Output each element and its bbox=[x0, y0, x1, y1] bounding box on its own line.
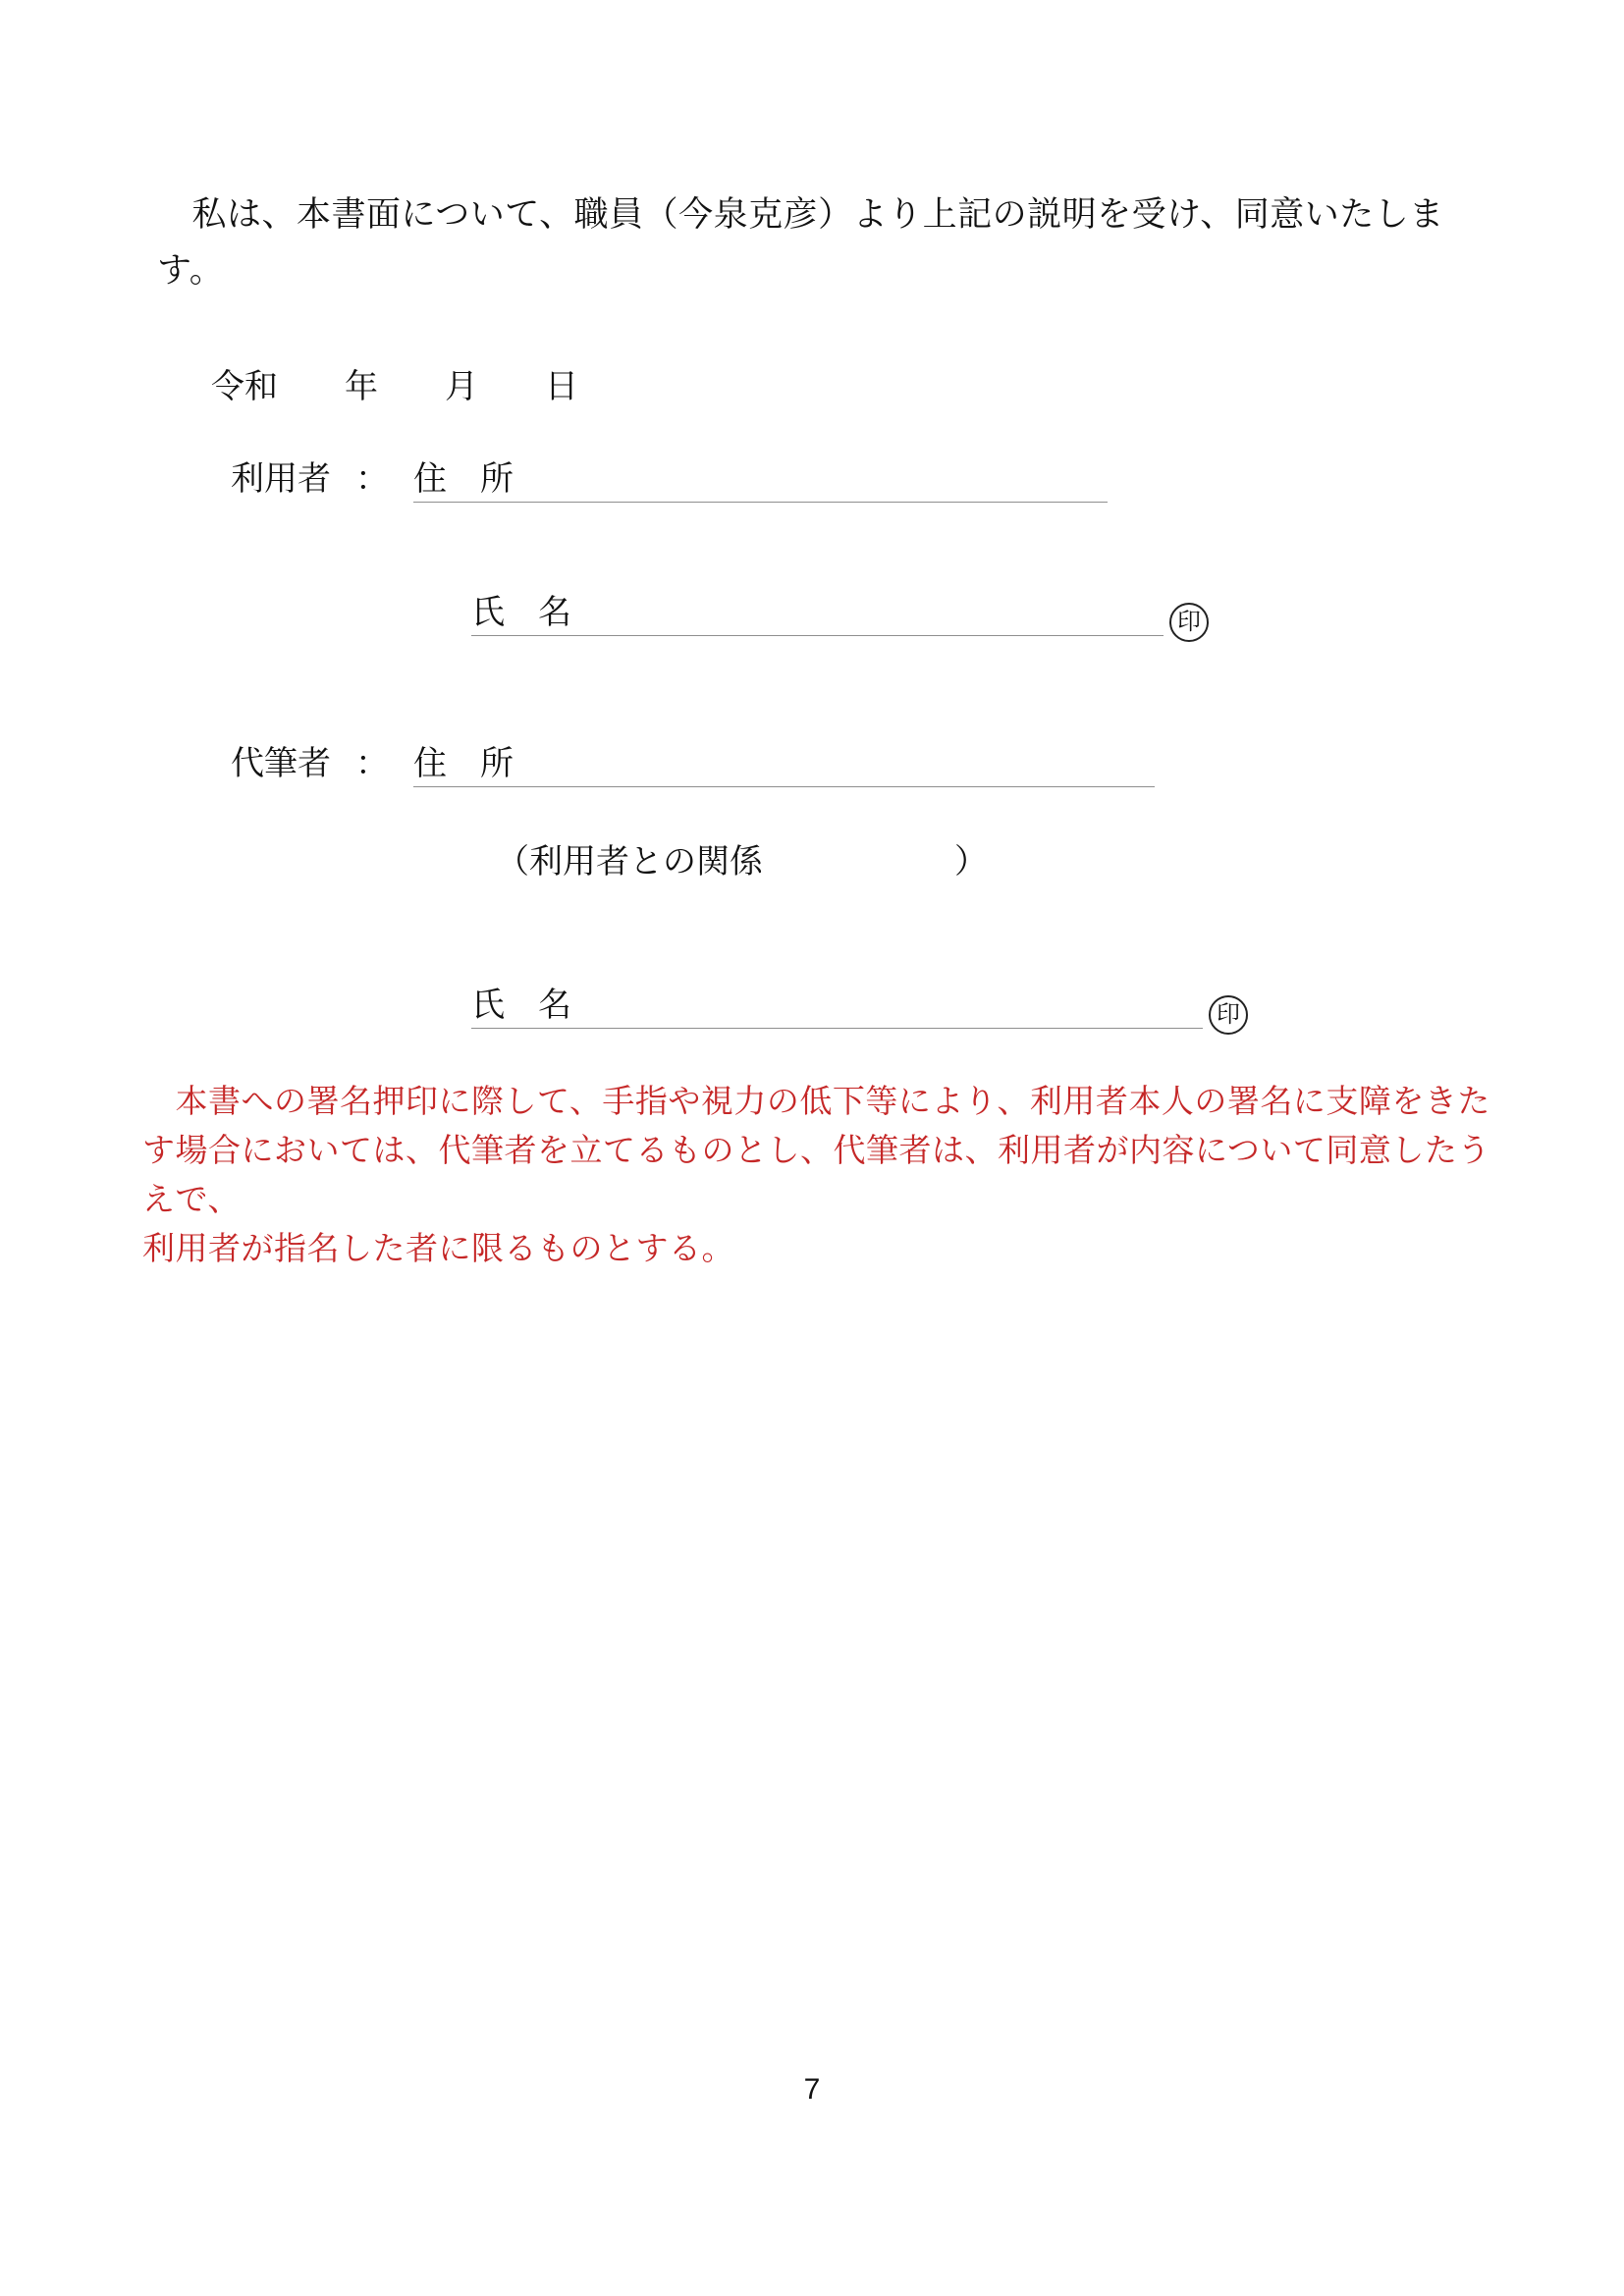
date-line: 令和 年 月 日 bbox=[211, 369, 578, 405]
user-address-label: 住 所 bbox=[413, 461, 514, 498]
proxy-signing-note bbox=[142, 1078, 1517, 1274]
user-address-row bbox=[231, 452, 1108, 503]
user-name-label: 氏 名 bbox=[471, 595, 571, 631]
note-line-3: 利用者が指名した者に限るものとする。 bbox=[142, 1232, 734, 1267]
consent-line-2: す。 bbox=[157, 251, 225, 290]
page-number: 7 bbox=[803, 2073, 821, 2106]
proxy-relation-row bbox=[496, 834, 988, 882]
user-seal-icon: 印 bbox=[1169, 603, 1209, 642]
proxy-label: 代筆者 bbox=[231, 746, 331, 782]
proxy-name-label: 氏 名 bbox=[471, 988, 571, 1024]
note-line-1: 本書への署名押印に際して、手指や視力の低下等により、利用者本人の署名に支障をきた bbox=[142, 1085, 1490, 1120]
user-name-row bbox=[471, 585, 1209, 642]
proxy-address-row bbox=[231, 736, 1155, 787]
consent-line-1: 私は、本書面について、職員（今泉克彦）より上記の説明を受け、同意いたしま bbox=[157, 195, 1444, 234]
relation-prefix: （利用者との関係 bbox=[496, 844, 763, 881]
proxy-name-blank-line bbox=[471, 978, 1203, 1029]
note-line-2: す場合においては、代筆者を立てるものとし、代筆者は、利用者が内容について同意したうえで、 bbox=[142, 1134, 1490, 1218]
user-colon: ： bbox=[355, 461, 389, 498]
proxy-address-label: 住 所 bbox=[413, 746, 514, 782]
proxy-address-blank-line bbox=[413, 736, 1155, 787]
proxy-colon: ： bbox=[355, 746, 389, 782]
relation-suffix: ） bbox=[954, 844, 988, 881]
proxy-seal-icon: 印 bbox=[1209, 995, 1248, 1035]
consent-statement bbox=[157, 187, 1492, 298]
proxy-name-row bbox=[471, 978, 1248, 1035]
user-address-blank-line bbox=[413, 452, 1108, 503]
user-label: 利用者 bbox=[231, 461, 331, 498]
user-name-blank-line bbox=[471, 585, 1164, 636]
